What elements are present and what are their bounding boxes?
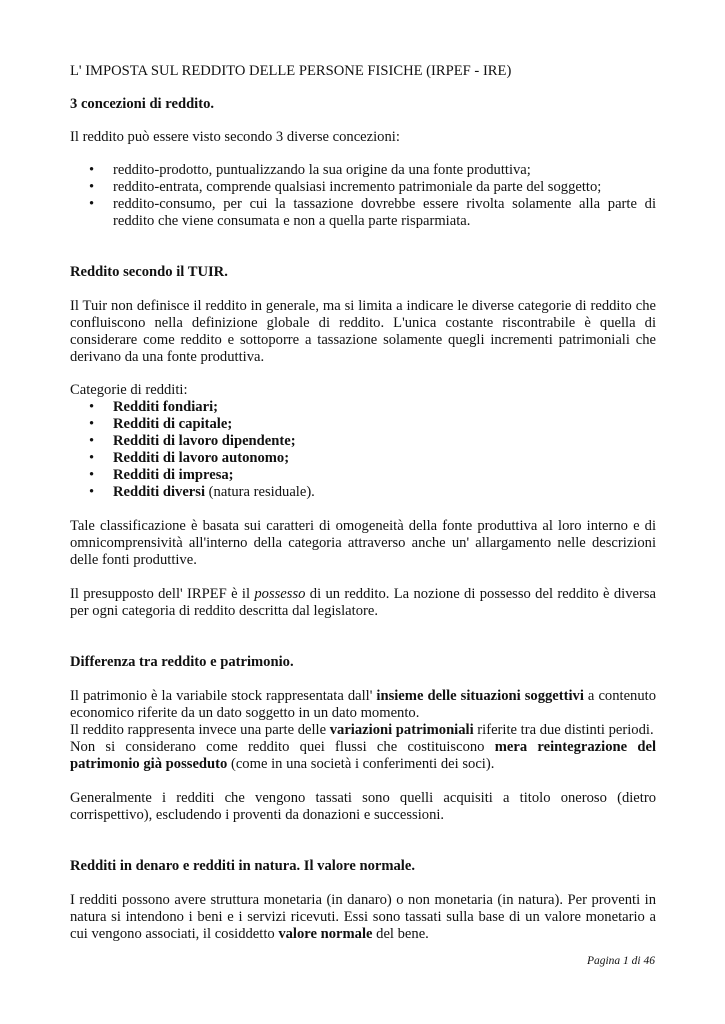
section-heading-concezioni: 3 concezioni di reddito. xyxy=(70,96,215,112)
page-number: Pagina 1 di 46 xyxy=(586,955,655,967)
list-item: • reddito-consumo, per cui la tassazione dovrebbe essere rivolta solamente alla parte di reddito che viene consumata e non a quella parte risparmiata. xyxy=(89,196,656,229)
document-title: L' IMPOSTA SUL REDDITO DELLE PERSONE FISICHE (IRPEF - IRE) xyxy=(70,63,512,79)
list-concezioni xyxy=(70,162,656,230)
paragraph-patrimonio: Il patrimonio è la variabile stock rappresentata dall' insieme delle situazioni soggettivi a contenuto economico riferite da un dato soggetto in un dato momento. xyxy=(70,688,656,721)
paragraph-reddito-variazioni: Il reddito rappresenta invece una parte delle variazioni patrimoniali riferite tra due distinti periodi. xyxy=(70,722,654,738)
bullet-icon: • xyxy=(89,399,95,415)
bullet-icon: • xyxy=(89,433,95,449)
section-heading-valore-normale: Redditi in denaro e redditi in natura. Il valore normale. xyxy=(70,858,415,874)
paragraph-presupposto: Il presupposto dell' IRPEF è il possesso di un reddito. La nozione di possesso del reddito è diversa per ogni categoria di reddito descritta dal legislatore. xyxy=(70,586,656,619)
list-item: • Redditi diversi (natura residuale). xyxy=(89,484,315,500)
paragraph-titolo-oneroso: Generalmente i redditi che vengono tassati sono quelli acquisiti a titolo oneroso (dietro corrispettivo), escludendo i proventi da donazioni e successioni. xyxy=(70,790,656,823)
bullet-icon: • xyxy=(89,179,95,195)
list-item: • Redditi di lavoro dipendente; xyxy=(89,433,296,449)
paragraph-reintegrazione: Non si considerano come reddito quei flussi che costituiscono mera reintegrazione del patrimonio già posseduto (come in una società i conferimenti dei soci). xyxy=(70,739,657,772)
paragraph-concezioni-intro: Il reddito può essere visto secondo 3 diverse concezioni: xyxy=(70,129,400,145)
paragraph-tuir: Il Tuir non definisce il reddito in generale, ma si limita a indicare le diverse categorie di reddito che confluiscono nella definizione globale di reddito. L'unica costante riscontrabile è quella di considerare come reddito e sottoporre a tassazione solamente quegli incrementi patrimoniali che derivano da una fonte produttiva. xyxy=(70,298,656,365)
bullet-icon: • xyxy=(89,196,95,212)
section-heading-patrimonio: Differenza tra reddito e patrimonio. xyxy=(70,654,294,670)
bullet-icon: • xyxy=(89,162,95,178)
list-categorie xyxy=(70,399,656,501)
list-item: • Redditi di impresa; xyxy=(89,467,234,483)
list-item: • Redditi fondiari; xyxy=(89,399,218,415)
bullet-icon: • xyxy=(89,467,95,483)
list-item: • reddito-prodotto, puntualizzando la sua origine da una fonte produttiva; xyxy=(89,162,531,178)
section-heading-tuir: Reddito secondo il TUIR. xyxy=(70,264,228,280)
list-item: • reddito-entrata, comprende qualsiasi incremento patrimoniale da parte del soggetto; xyxy=(89,179,602,195)
paragraph-valore-normale: I redditi possono avere struttura monetaria (in danaro) o non monetaria (in natura). Per proventi in natura si intendono i beni e i servizi ricevuti. Essi sono tassati sulla base di un valore monetario a cui vengono associati, il cosiddetto valore normale del bene. xyxy=(70,892,656,942)
bullet-icon: • xyxy=(89,450,95,466)
bullet-icon: • xyxy=(89,416,95,432)
list-item: • Redditi di capitale; xyxy=(89,416,233,432)
categories-label: Categorie di redditi: xyxy=(70,382,188,398)
bullet-icon: • xyxy=(89,484,95,500)
list-item: • Redditi di lavoro autonomo; xyxy=(89,450,290,466)
document-page xyxy=(70,63,656,943)
paragraph-classificazione: Tale classificazione è basata sui caratteri di omogeneità della fonte produttiva al loro interno e di omnicomprensività all'interno della categoria attraverso anche un' allargamento nelle descrizioni delle fonti produttive. xyxy=(70,518,656,568)
